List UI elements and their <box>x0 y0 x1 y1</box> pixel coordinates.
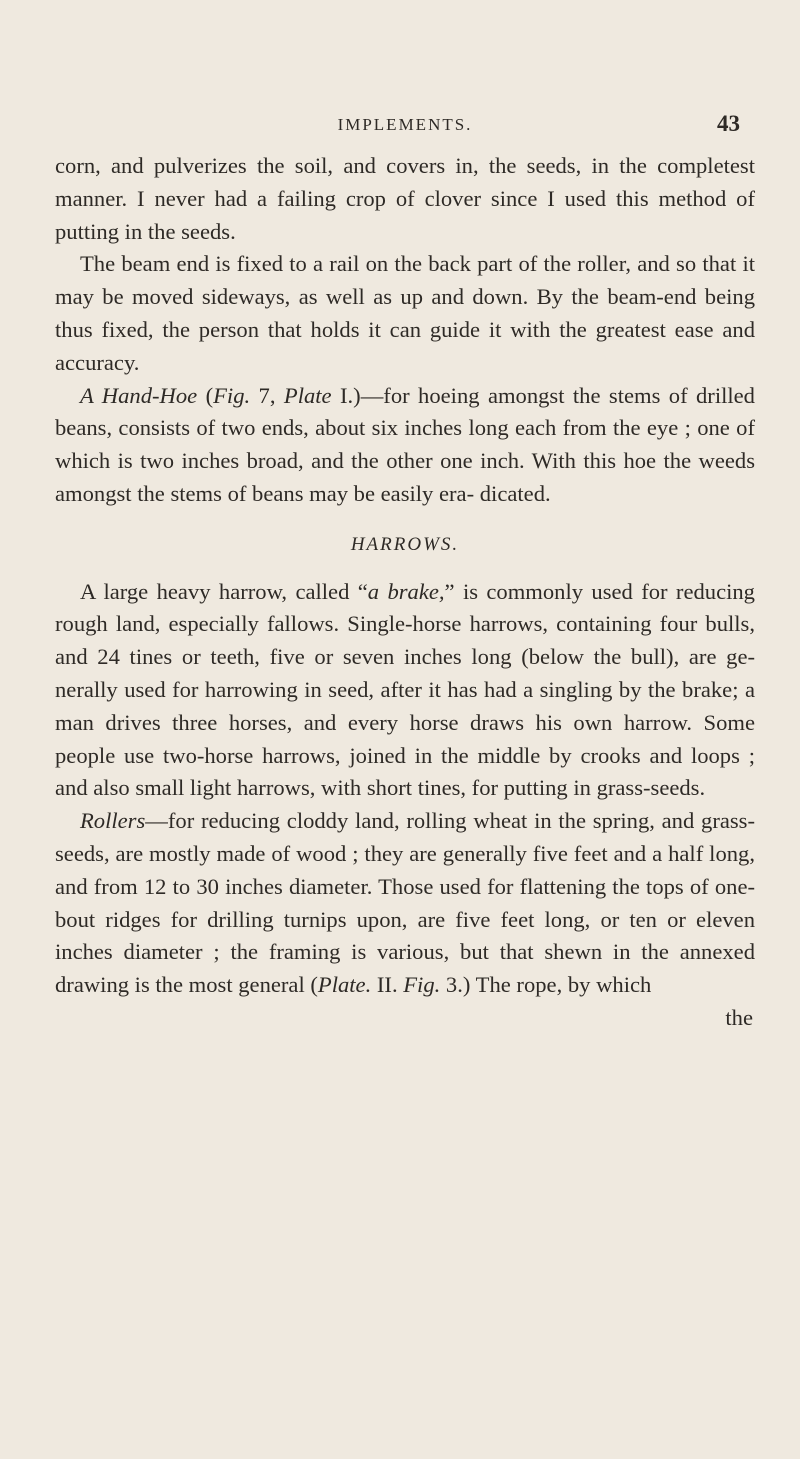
term-hand-hoe: A Hand-Hoe <box>80 382 198 408</box>
rollers-ref-fig: Fig. <box>403 972 441 998</box>
rollers-ref-plate: Plate. <box>317 972 372 998</box>
paragraph-rollers <box>55 805 755 1002</box>
rollers-ref-open: ( <box>310 972 318 998</box>
catchword: the <box>725 1004 753 1030</box>
paragraph-continuation: corn, and pulverizes the soil, and covers in, the seeds, in the completest manner. I never had a failing crop of clover since I used this method of putting in the seeds. <box>55 153 755 244</box>
term-rollers: Rollers <box>80 808 146 834</box>
ref-plate: Plate <box>283 382 332 408</box>
ref-plate-number: I.) <box>331 382 361 408</box>
rollers-text-tail: The rope, by which <box>470 972 652 998</box>
page-number: 43 <box>717 111 740 136</box>
paragraph-hand-hoe <box>55 380 755 511</box>
ref-open: ( <box>197 382 214 408</box>
term-brake: a brake, <box>367 578 445 604</box>
ref-fig: Fig. <box>213 382 251 408</box>
rollers-text: —for reducing cloddy land, rolling wheat in the spring, and grass-seeds, are mostly made of wood ; they are generally five feet and a half long, and from 12 to 30 inches diameter. Those used for flattening the tops of one-bout ridges for drilling turnips upon, are five feet long, or ten or eleven inches diameter ; the framing is various, but that shewn in the annexed drawing is the most general <box>55 808 755 998</box>
rollers-ref-fig-number: 3.) <box>440 972 471 998</box>
hand-hoe-text: —for hoeing amongst the stems of drilled beans, consists of two ends, about six inches long each from the eye ; one of which is two inches broad, and the other one inch. With this hoe the weeds amongst the stems of beans may be easily era- dicated. <box>55 382 755 506</box>
running-head <box>60 111 740 145</box>
section-heading-harrows: HARROWS. <box>350 533 460 555</box>
ref-fig-number: 7, <box>250 382 284 408</box>
harrows-text-after: ” is commonly used for reducing rough land, especially fallows. Single-horse harrows, containing four bulls, and 24 tines or teeth, five or seven inches long (below the bull), are ge- nerally used for harrowing in seed, after it has had a singling by the brake; a man drives three horses, and every horse draws his own harrow. Some people use two-horse harrows, joined in the middle by crooks and loops ; and also small light harrows, with short tines, for putting in grass-seeds. <box>55 578 755 801</box>
rollers-ref-plate-number: II. <box>371 972 404 998</box>
running-title: IMPLEMENTS. <box>337 115 473 134</box>
paragraph-beam-end: The beam end is fixed to a rail on the back part of the roller, and so that it may be moved sideways, as well as up and down. By the beam-end being thus fixed, the person that holds it can guide it with the greatest ease and accuracy. <box>55 251 755 375</box>
body-text <box>55 150 755 1035</box>
paragraph-harrows <box>55 576 755 806</box>
harrows-text-before: A large heavy harrow, called “ <box>80 578 368 604</box>
